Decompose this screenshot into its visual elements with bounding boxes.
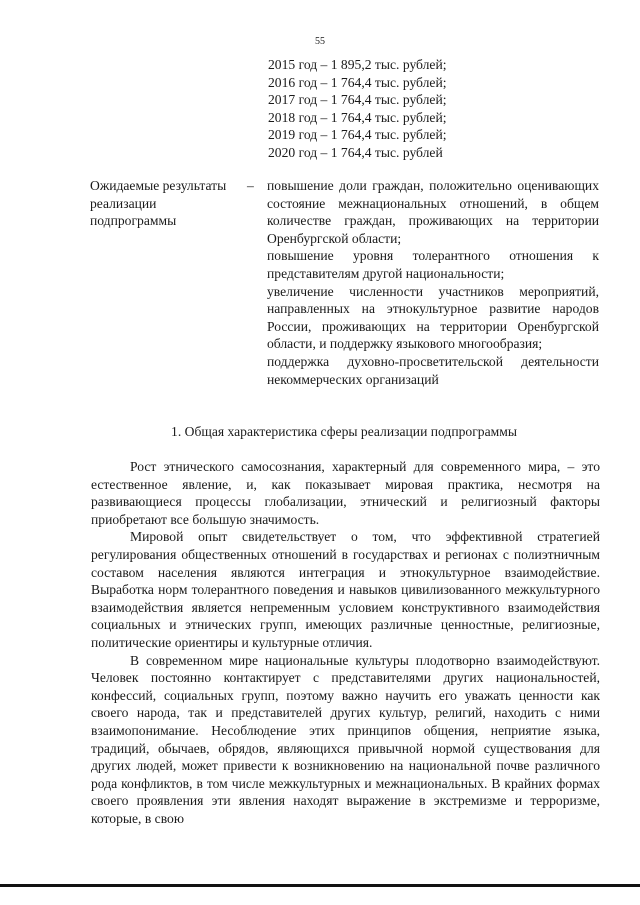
- funding-item: 2017 год – 1 764,4 тыс. рублей;: [268, 92, 447, 108]
- funding-list: [268, 56, 598, 162]
- funding-item: 2019 год – 1 764,4 тыс. рублей;: [268, 127, 447, 143]
- expected-results-list: [267, 177, 599, 388]
- paragraph: Мировой опыт свидетельствует о том, что эффективной стратегией регулирования общественных отношений в государствах и регионах с полиэтничным составом населения являются интеграция и этнокультурное взаимодействие. Выработка норм толерантного поведения и навыков цивилизованного межкультурного взаимодействия является непременным условием конструктивного взаимодействия социальных и этнических групп, имеющих различные ценностные, религиозные, политические ориентиры и культурные отличия.: [91, 529, 600, 650]
- funding-item: 2018 год – 1 764,4 тыс. рублей;: [268, 109, 447, 125]
- expected-result-item: повышение уровня толерантного отношения к представителям другой национальности;: [267, 248, 599, 281]
- page-number: 55: [315, 36, 325, 47]
- paragraph: Рост этнического самосознания, характерный для современного мира, – это естественное явление, и, как показывает мировая практика, несмотря на развивающиеся процессы глобализации, этнический и религиозный факторы приобретают все большую значимость.: [91, 459, 600, 527]
- funding-item: 2015 год – 1 895,2 тыс. рублей;: [268, 57, 447, 72]
- label-dash: –: [247, 178, 254, 193]
- section-body: [91, 458, 600, 827]
- funding-item: 2016 год – 1 764,4 тыс. рублей;: [268, 74, 447, 90]
- expected-results-label: Ожидаемые результаты реализации подпрограммы: [90, 178, 227, 229]
- expected-result-item: увеличение численности участников мероприятий, направленных на этнокультурное развитие народов России, проживающих на территории Оренбургской области, и поддержку языкового многообразия;: [267, 283, 599, 352]
- paragraph: В современном мире национальные культуры плодотворно взаимодействуют. Человек постоянно контактирует с представителями других национальностей, конфессий, социальных групп, поэтому важно научить его уважать ценности как своего народа, так и представителей других культур, религий, находить с ними взаимопонимание. Несоблюдение этих принципов общения, неприятие языка, традиций, обычаев, обрядов, являющихся привычной нормой существования для других людей, может привести к возникновению на национальной почве различного рода конфликтов, в том числе межкультурных и межнациональных. В крайних формах своего проявления эти явления находят выражение в экстремизме и терроризме, которые, в свою: [91, 652, 600, 826]
- bottom-scan-edge: [0, 884, 640, 887]
- funding-item: 2020 год – 1 764,4 тыс. рублей: [268, 144, 443, 160]
- expected-result-item: поддержка духовно-просветительской деятельности некоммерческих организаций: [267, 353, 599, 387]
- section-title: 1. Общая характеристика сферы реализации подпрограммы: [171, 424, 517, 439]
- expected-result-item: повышение доли граждан, положительно оценивающих состояние межнациональных отношений, в общем количестве граждан, проживающих на территории Оренбургской области;: [267, 178, 599, 246]
